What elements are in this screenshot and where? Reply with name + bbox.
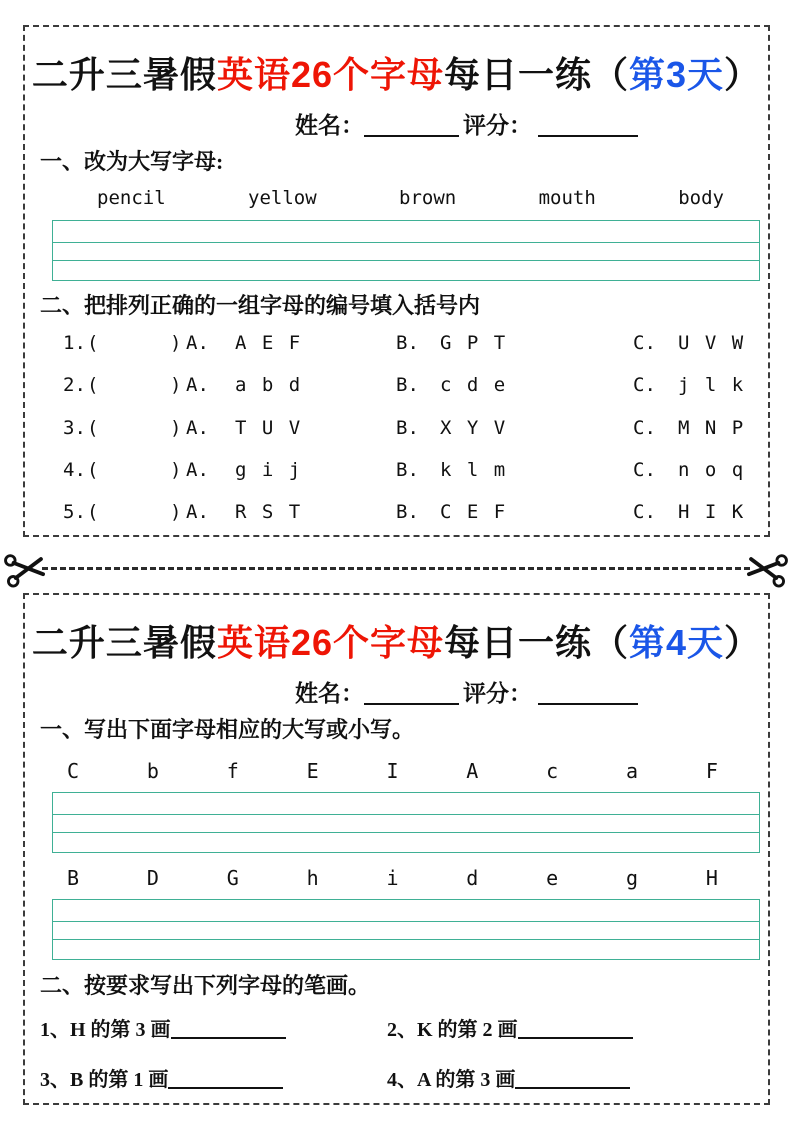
option-c-text: n o q <box>678 459 746 481</box>
option-b-label: B. <box>396 332 419 354</box>
worksheet-day4 <box>23 593 770 1105</box>
section2-heading: 二、把排列正确的一组字母的编号填入括号内 <box>40 293 481 318</box>
choice-row <box>25 501 768 531</box>
name-label: 姓名： <box>295 681 364 706</box>
letter: B <box>67 866 80 890</box>
option-b-text: C E F <box>440 501 508 523</box>
option-a-label: A. <box>186 332 209 354</box>
writing-lines-grid <box>52 792 760 853</box>
option-a-text: A E F <box>235 332 303 354</box>
question-number: 4、 <box>387 1069 417 1091</box>
title-paren-open: （ <box>592 622 630 663</box>
page-title <box>25 47 768 98</box>
word: mouth <box>538 187 596 209</box>
option-c-label: C. <box>633 374 656 396</box>
answer-blank <box>168 1071 283 1089</box>
stroke-question <box>387 1063 630 1092</box>
row-number: 2. <box>63 374 86 396</box>
page-title <box>25 615 768 666</box>
option-a-label: A. <box>186 417 209 439</box>
stroke-question-row <box>25 1063 768 1097</box>
paren-open: ( <box>87 501 99 523</box>
score-blank <box>538 117 638 137</box>
option-c-text: U V W <box>678 332 746 354</box>
paren-open: ( <box>87 332 99 354</box>
row-number: 4. <box>63 459 86 481</box>
option-a-text: R S T <box>235 501 303 523</box>
title-paren-open: （ <box>592 54 630 95</box>
score-label: 评分： <box>463 681 532 706</box>
score-label: 评分： <box>463 113 532 138</box>
letter: a <box>626 759 639 783</box>
stroke-question-row <box>25 1013 768 1047</box>
scissors-icon <box>743 545 790 592</box>
letter: i <box>386 866 399 890</box>
section1-heading: 一、写出下面字母相应的大写或小写。 <box>40 717 415 742</box>
title-day: 第3天 <box>629 54 725 95</box>
name-blank <box>364 685 459 705</box>
answer-blank <box>171 1021 286 1039</box>
choice-row <box>25 374 768 404</box>
option-c-label: C. <box>633 501 656 523</box>
option-c-text: H I K <box>678 501 746 523</box>
title-prefix: 二升三暑假 <box>31 54 217 95</box>
paren-close: ) <box>170 417 182 439</box>
word: brown <box>399 187 457 209</box>
row-number: 3. <box>63 417 86 439</box>
title-middle: 每日一练 <box>443 622 592 663</box>
paren-open: ( <box>87 417 99 439</box>
title-middle: 每日一练 <box>443 54 592 95</box>
word: yellow <box>248 187 317 209</box>
option-a-label: A. <box>186 374 209 396</box>
name-label: 姓名： <box>295 113 364 138</box>
option-a-label: A. <box>186 459 209 481</box>
letter: A <box>466 759 479 783</box>
option-c-label: C. <box>633 459 656 481</box>
option-b-text: k l m <box>440 459 508 481</box>
writing-line-space <box>53 243 759 261</box>
title-day: 第4天 <box>629 622 725 663</box>
question-number: 1、 <box>40 1019 70 1041</box>
paren-open: ( <box>87 459 99 481</box>
writing-line-space <box>53 221 759 243</box>
letter: I <box>386 759 399 783</box>
option-b-label: B. <box>396 417 419 439</box>
scissors-icon <box>1 545 48 592</box>
letter: C <box>67 759 80 783</box>
letter: d <box>466 866 479 890</box>
paren-open: ( <box>87 374 99 396</box>
writing-line-space <box>53 940 759 959</box>
title-highlight: 英语26个字母 <box>216 54 444 95</box>
option-b-label: B. <box>396 374 419 396</box>
stroke-question <box>40 1063 283 1092</box>
word: pencil <box>97 187 166 209</box>
section1-heading: 一、改为大写字母: <box>40 149 224 174</box>
question-text: H 的第 3 画 <box>70 1019 171 1041</box>
option-b-label: B. <box>396 501 419 523</box>
option-b-text: c d e <box>440 374 508 396</box>
question-number: 2、 <box>387 1019 417 1041</box>
choice-row <box>25 459 768 489</box>
letter: h <box>306 866 319 890</box>
name-blank <box>364 117 459 137</box>
row-number: 1. <box>63 332 86 354</box>
letter-list <box>25 866 768 890</box>
writing-line-space <box>53 833 759 852</box>
option-a-text: g i j <box>235 459 303 481</box>
paren-close: ) <box>170 374 182 396</box>
name-score-line <box>295 107 638 140</box>
option-a-label: A. <box>186 501 209 523</box>
question-text: A 的第 3 画 <box>417 1069 516 1091</box>
letter-list <box>25 759 768 783</box>
choice-row <box>25 332 768 362</box>
paren-close: ) <box>170 459 182 481</box>
letter: E <box>306 759 319 783</box>
writing-line-space <box>53 815 759 833</box>
letter: D <box>146 866 159 890</box>
title-paren-close: ） <box>724 54 762 95</box>
option-b-text: G P T <box>440 332 508 354</box>
letter: g <box>626 866 639 890</box>
letter: F <box>705 759 718 783</box>
word: body <box>678 187 724 209</box>
stroke-question <box>40 1013 286 1042</box>
title-paren-close: ） <box>724 622 762 663</box>
question-number: 3、 <box>40 1069 70 1091</box>
writing-lines-grid <box>52 899 760 960</box>
option-b-label: B. <box>396 459 419 481</box>
choice-row <box>25 417 768 447</box>
row-number: 5. <box>63 501 86 523</box>
option-a-text: T U V <box>235 417 303 439</box>
option-c-label: C. <box>633 332 656 354</box>
title-prefix: 二升三暑假 <box>31 622 217 663</box>
writing-line-space <box>53 922 759 940</box>
letter: e <box>546 866 559 890</box>
letter: G <box>226 866 239 890</box>
letter: f <box>226 759 239 783</box>
option-a-text: a b d <box>235 374 303 396</box>
word-list <box>25 187 768 209</box>
answer-blank <box>518 1021 633 1039</box>
paren-close: ) <box>170 501 182 523</box>
letter: H <box>705 866 718 890</box>
name-score-line <box>295 675 638 708</box>
answer-blank <box>515 1071 630 1089</box>
writing-line-space <box>53 261 759 280</box>
paren-close: ) <box>170 332 182 354</box>
writing-lines-grid <box>52 220 760 281</box>
score-blank <box>538 685 638 705</box>
writing-line-space <box>53 900 759 922</box>
stroke-question <box>387 1013 633 1042</box>
cut-dashed-line <box>42 567 750 570</box>
worksheet-day3 <box>23 25 770 537</box>
section2-heading: 二、按要求写出下列字母的笔画。 <box>40 973 371 998</box>
letter: c <box>546 759 559 783</box>
option-c-label: C. <box>633 417 656 439</box>
letter: b <box>146 759 159 783</box>
option-b-text: X Y V <box>440 417 508 439</box>
option-c-text: M N P <box>678 417 746 439</box>
question-text: K 的第 2 画 <box>417 1019 518 1041</box>
question-text: B 的第 1 画 <box>70 1069 169 1091</box>
option-c-text: j l k <box>678 374 746 396</box>
writing-line-space <box>53 793 759 815</box>
title-highlight: 英语26个字母 <box>216 622 444 663</box>
cut-line <box>0 548 793 590</box>
